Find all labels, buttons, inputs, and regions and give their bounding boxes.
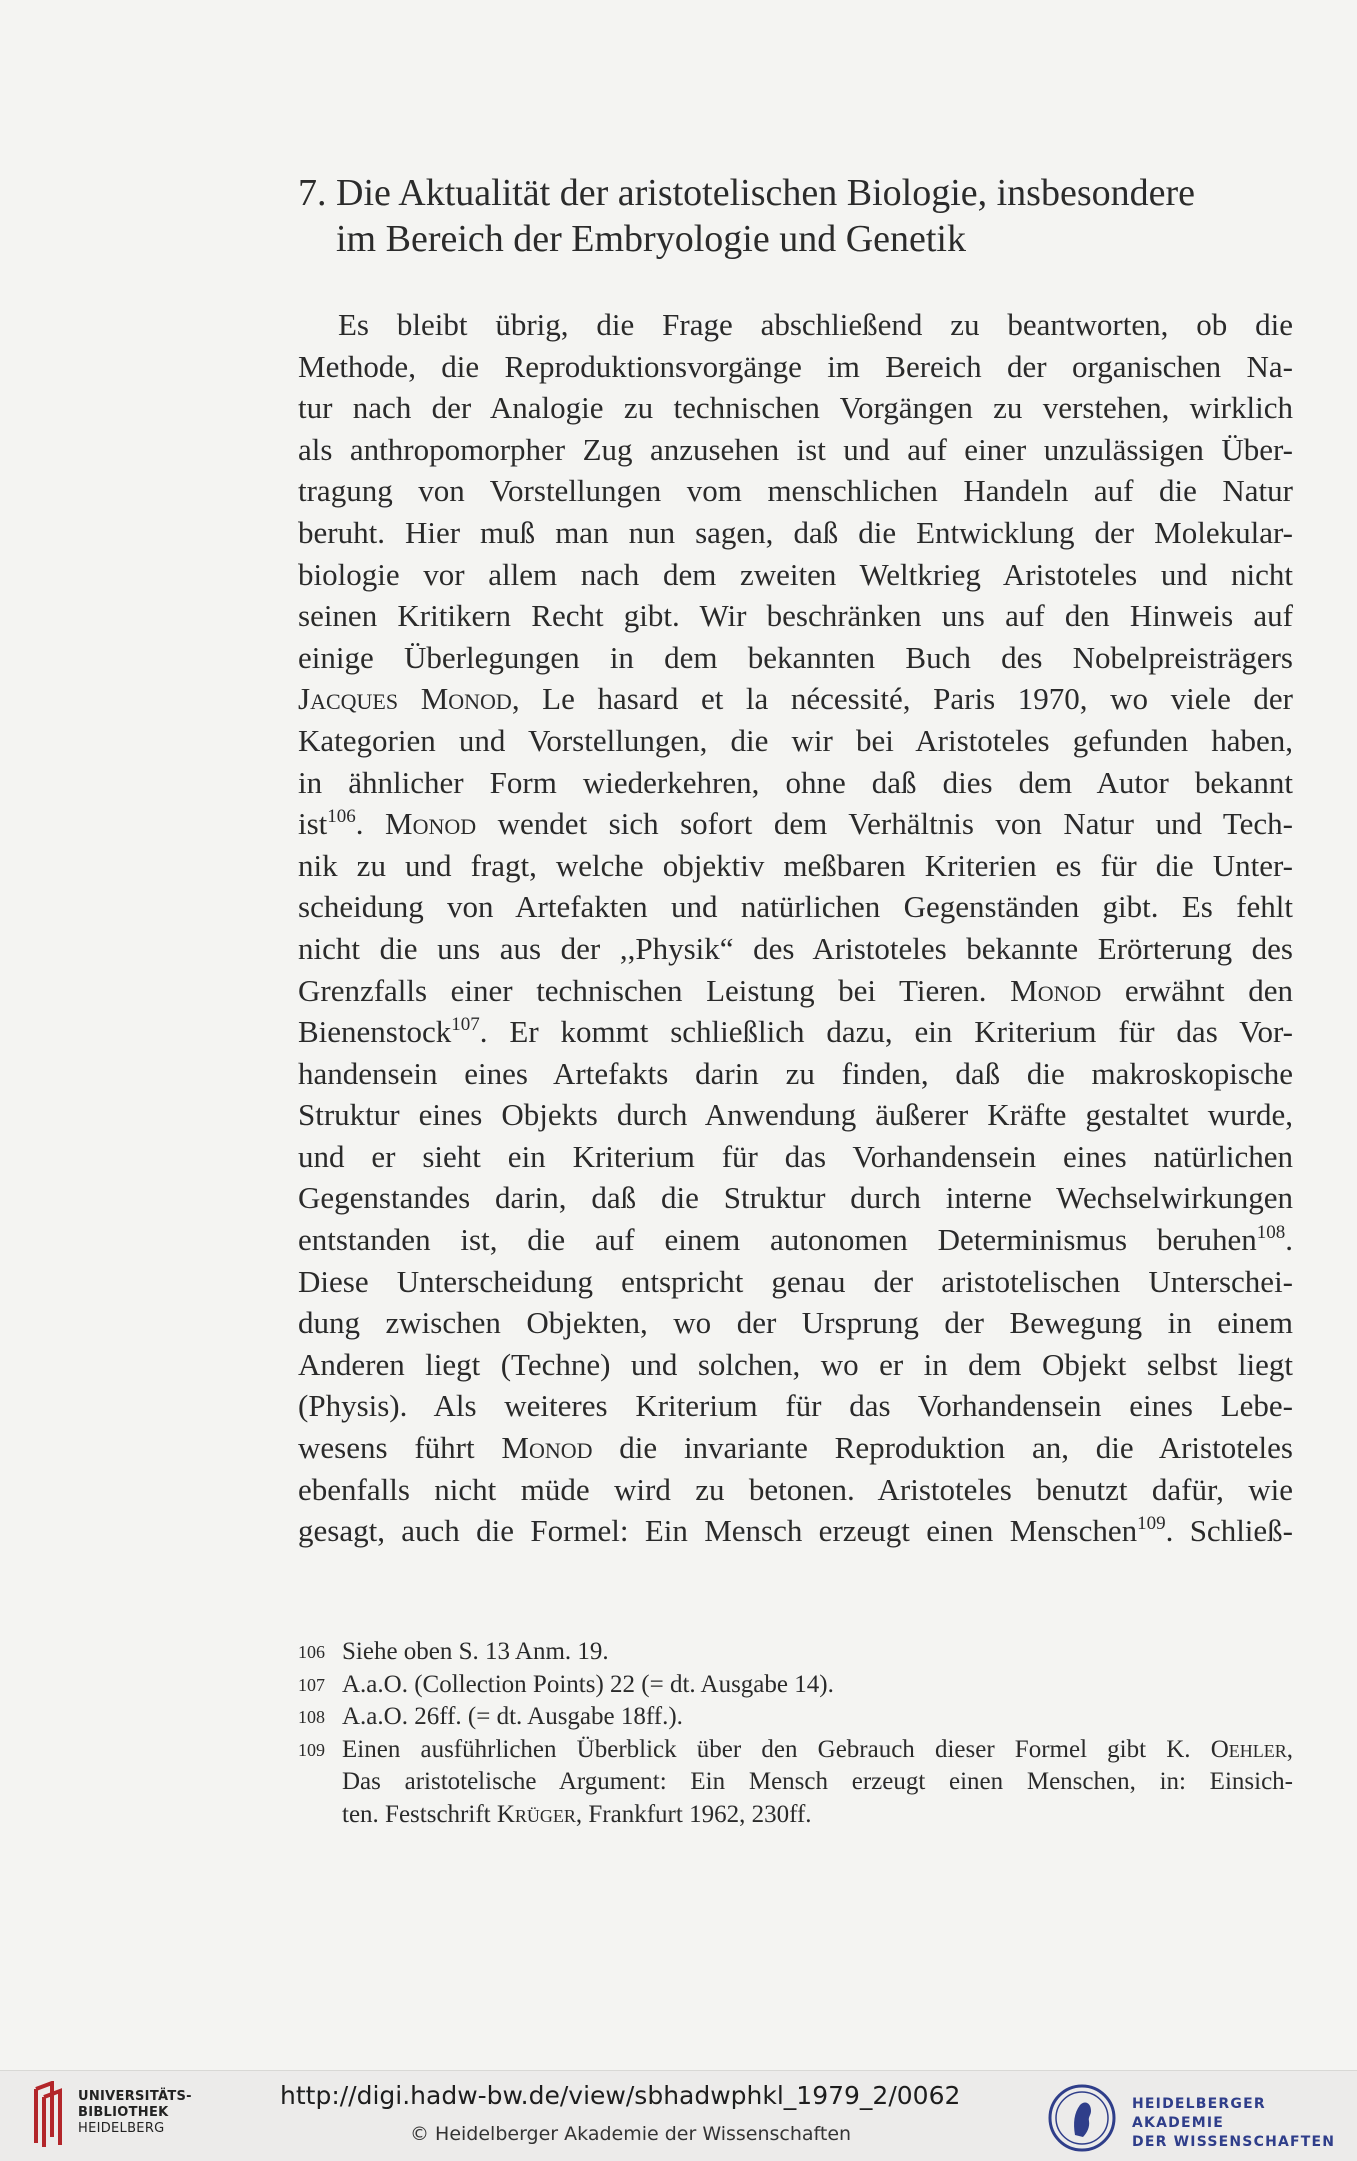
footnote — [298, 1734, 1293, 1832]
body-line: Methode, die Reproduktionsvorgänge im Bereich der organischen Na- — [298, 348, 1293, 384]
ub-line: HEIDELBERG — [78, 2121, 165, 2136]
footnote-number: 108 — [298, 1707, 325, 1727]
footnote-text — [342, 1734, 1293, 1832]
footnote-span: , Frankfurt 1962, 230ff. — [575, 1800, 812, 1828]
body-text-span: ist — [298, 806, 328, 842]
university-library-name — [78, 2089, 192, 2137]
ub-line: UNIVERSITÄTS- — [78, 2089, 192, 2104]
body-line: Es bleibt übrig, die Frage abschließend zu beantworten, ob die — [338, 307, 1293, 342]
footnote-text: Siehe oben S. 13 Anm. 19. — [342, 1638, 609, 1665]
body-line — [298, 1011, 1293, 1053]
body-line — [298, 1219, 1293, 1261]
footnote-ref[interactable]: 109 — [1137, 1513, 1166, 1535]
footnote-ref[interactable]: 106 — [327, 806, 356, 828]
viewer-footer — [0, 2070, 1357, 2161]
body-line: in ähnlicher Form wiederkehren, ohne daß dies dem Autor bekannt — [298, 764, 1293, 800]
author-name: Monod — [420, 681, 512, 717]
body-text-span: . Schließ- — [1165, 1513, 1293, 1549]
footnotes — [298, 1636, 1293, 1831]
footnote-number: 107 — [298, 1674, 325, 1695]
footnote — [298, 1701, 1293, 1734]
body-line: Diese Unterscheidung entspricht genau der aristotelischen Unterschei- — [298, 1263, 1293, 1299]
footnote-ref[interactable]: 108 — [1256, 1222, 1286, 1244]
body-line: nicht die uns aus der ,,Physik“ des Aristoteles bekannte Erörterung des — [298, 930, 1293, 966]
body-line: einige Überlegungen in dem bekannten Buch des Nobelpreisträgers — [298, 639, 1293, 675]
body-line: Struktur eines Objekts durch Anwendung äußerer Kräfte gestaltet wurde, — [298, 1097, 1293, 1133]
footnote-line — [342, 1734, 1293, 1767]
body-line: als anthropomorpher Zug anzusehen ist und auf einer unzulässigen Über- — [298, 431, 1293, 467]
permalink-url[interactable]: http://digi.hadw-bw.de/view/sbhadwphkl_1979_2/0062 — [280, 2081, 961, 2110]
footnote-number: 109 — [298, 1739, 325, 1760]
author-name: Monod — [385, 806, 477, 842]
body-line: Gegenstandes darin, daß die Struktur durch interne Wechselwirkungen — [298, 1180, 1293, 1216]
author-name: Oehler — [1210, 1735, 1287, 1763]
footnote-span: Einen ausführlichen Überblick über den Gebrauch dieser Formel gibt K. — [342, 1735, 1211, 1763]
body-line: tragung von Vorstellungen vom menschlichen Handeln auf die Natur — [298, 473, 1293, 509]
body-line: ebenfalls nicht müde wird zu betonen. Aristoteles benutzt dafür, wie — [298, 1471, 1293, 1507]
body-line: und er sieht ein Kriterium für das Vorhandensein eines natürlichen — [298, 1138, 1293, 1174]
body-line: Anderen liegt (Techne) und solchen, wo er in dem Objekt selbst liegt — [298, 1346, 1293, 1382]
body-text-span: erwähnt den — [1101, 972, 1293, 1008]
body-line: dung zwischen Objekten, wo der Ursprung der Bewegung in einem — [298, 1305, 1293, 1341]
academy-seal-icon — [1047, 2083, 1117, 2153]
section-number: 7. — [298, 172, 327, 214]
body-text-span: . — [1285, 1222, 1293, 1258]
footnote-span: , — [1286, 1735, 1293, 1763]
body-line: beruht. Hier muß man nun sagen, daß die Entwicklung der Molekular- — [298, 514, 1293, 550]
section-heading — [298, 170, 1298, 262]
ub-line: BIBLIOTHEK — [78, 2105, 169, 2120]
body-line — [298, 970, 1293, 1012]
body-line: biologie vor allem nach dem zweiten Weltkrieg Aristoteles und nicht — [298, 556, 1293, 592]
footnote — [298, 1636, 1293, 1669]
body-line: handensein eines Artefakts darin zu finden, daß die makroskopische — [298, 1055, 1293, 1091]
body-text-span: . Er kommt schließlich dazu, ein Kriterium für das Vor- — [479, 1014, 1293, 1050]
academy-line: HEIDELBERGER AKADEMIE — [1132, 2096, 1266, 2131]
body-text-span: gesagt, auch die Formel: Ein Mensch erzeugt einen Menschen — [298, 1513, 1138, 1549]
footnote-span: ten. Festschrift — [342, 1800, 497, 1828]
body-text-span: , Le hasard et la nécessité, Paris 1970, wo viele der — [511, 681, 1294, 717]
body-text-span: Bienenstock — [298, 1014, 452, 1050]
footnote-ref[interactable]: 107 — [451, 1014, 480, 1036]
university-library-logo-icon — [30, 2081, 82, 2151]
body-line — [298, 1510, 1293, 1552]
academy-name — [1132, 2095, 1357, 2152]
body-line: Kategorien und Vorstellungen, die wir bei Aristoteles gefunden haben, — [298, 722, 1293, 758]
footnote-number: 106 — [298, 1642, 325, 1662]
author-name: Krüger — [496, 1800, 576, 1828]
body-text-span: die invariante Reproduktion an, die Aristoteles — [592, 1430, 1293, 1466]
body-text-span: entstanden ist, die auf einem autonomen Determinismus beruhen — [298, 1222, 1257, 1258]
footnote-text: A.a.O. (Collection Points) 22 (= dt. Ausgabe 14). — [342, 1670, 834, 1698]
heading-line-1: Die Aktualität der aristotelischen Biologie, insbesondere — [336, 172, 1196, 214]
body-line: (Physis). Als weiteres Kriterium für das Vorhandensein eines Lebe- — [298, 1388, 1293, 1424]
body-line: tur nach der Analogie zu technischen Vorgängen zu verstehen, wirklich — [298, 390, 1293, 426]
footnote-line: Das aristotelische Argument: Ein Mensch erzeugt einen Menschen, in: Einsich- — [342, 1768, 1293, 1795]
body-line: nik zu und fragt, welche objektiv meßbaren Kriterien es für die Unter- — [298, 847, 1293, 883]
copyright-notice: © Heidelberger Akademie der Wissenschaften — [410, 2123, 852, 2145]
body-line — [298, 803, 1293, 845]
body-line — [298, 1427, 1293, 1469]
footnote — [298, 1669, 1293, 1702]
body-text-span: . — [355, 806, 386, 842]
body-text-span: Grenzfalls einer technischen Leistung bei Tieren. — [298, 972, 1011, 1008]
footnote-text: A.a.O. 26ff. (= dt. Ausgabe 18ff.). — [342, 1703, 683, 1730]
author-name: Monod — [501, 1430, 593, 1466]
footnote-line — [342, 1799, 1293, 1832]
body-line: seinen Kritikern Recht gibt. Wir beschränken uns auf den Hinweis auf — [298, 598, 1293, 634]
body-text — [298, 304, 1293, 1552]
body-line: scheidung von Artefakten und natürlichen Gegenständen gibt. Es fehlt — [298, 889, 1293, 925]
academy-line: DER WISSENSCHAFTEN — [1132, 2134, 1336, 2150]
heading-line-2: im Bereich der Embryologie und Genetik — [336, 218, 966, 260]
body-text-span: wesens führt — [298, 1430, 502, 1466]
body-text-span: wendet sich sofort dem Verhältnis von Natur und Tech- — [476, 806, 1294, 842]
author-name: Monod — [1010, 972, 1102, 1008]
author-name: Jacques — [298, 681, 399, 717]
body-line — [298, 678, 1293, 720]
